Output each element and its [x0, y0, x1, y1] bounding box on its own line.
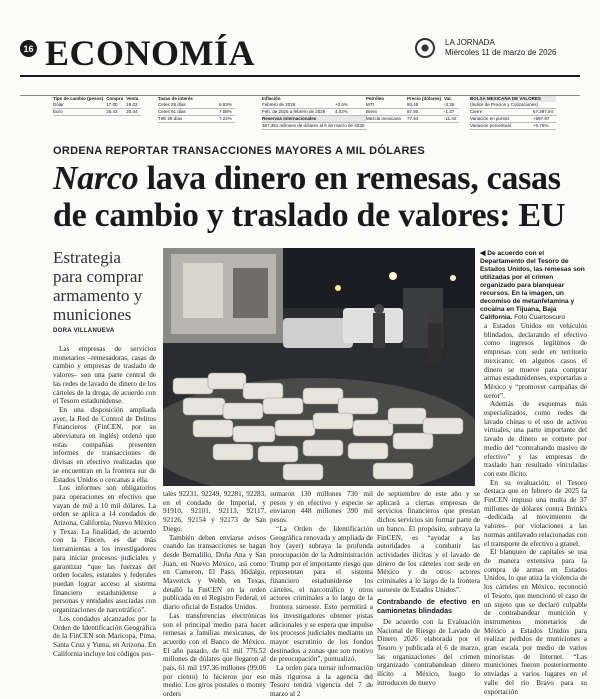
kicker: ORDENA REPORTAR TRANSACCIONES MAYORES A MIL DÓLARES	[53, 145, 426, 157]
rates-table: Tasas de interés Cetes 28 días 6.93% Cetes 91 días 7.08% TIIE 28 días 7.22%	[158, 96, 235, 123]
seizure-photo	[163, 248, 475, 486]
deck: Estrategia para comprar armamento y municiones	[53, 248, 144, 324]
issue-date: Miércoles 11 de marzo de 2026	[445, 48, 557, 57]
inflation-table: Inflación Febrero de 2026 +0.5% Feb. de 2025 a febrero de 2026 4.02% Reservas internacionales 357,351 millones de dólares al 6 de marzo de 2026	[262, 96, 367, 130]
headline: Narco lava dinero en remesas, casas de cambio y traslado de valores: EU	[53, 160, 566, 234]
oil-table: Petróleo Precio (dólares) Var. WTI 93.45 -3.36 Brent 87.80 -1.37 Mezcla mexicana 77.94 -11.42	[366, 96, 459, 123]
section-title: ECONOMÍA	[45, 33, 255, 73]
paper-name: LA JORNADA	[445, 38, 495, 47]
body-column-2: tales 92231, 92249, 92281, 92283, en el condado de Imperial, y 91910, 92101, 92113, 92117, 92126, 92154 y 92173 de San Diego. También deben enviarse avisos cuando las transacciones se hagan desde Bernalillo, Doña Ana y San Juan, en Nuevo México, así como en Cameron, El Paso, Hidalgo, Maverick y Webb, en Texas, detalló la FinCEN en la orden publicada en el Registro Federal, el diario oficial de Estados Unidos. Las transferencias electrónicas son el principal medio para hacer remesas a familias mexicanas, de acuerdo con el Banco de México. El año pasado, de 61 mil 776.52 millones de dólares que llegaron al país, 61 mil 197.36 millones (99.06 por ciento) lo hicieron por ese medio. Los giros postales o money orders	[163, 490, 266, 699]
byline: DORA VILLANUEVA	[53, 328, 115, 334]
fx-table: Tipo de cambio (pesos) Compra Venta Dólar 17.00 18.02 Euro 20.43 20.44	[53, 96, 141, 116]
caption-arrow-icon: ◀	[480, 250, 486, 257]
subhead: Contrabando de efectivo en camionetas blindadas	[377, 597, 480, 616]
bmv-table: BOLSA MEXICANA DE VALORES (Índice de Precios y Cotizaciones) Cierre 67,397.94 Variación en puntos +597.97 Variación porcentual +0.76%	[470, 96, 556, 130]
body-column-4: de septiembre de este año y se aplicará a ciertas empresas de servicios financieros que prestan dichos servicios sin formar parte de un banco. El propósito, subraya la FinCEN, es “ayudar a las autoridades a combatir las actividades ilícitas y el lavado de dinero de los cárteles con sede en México y de otros actores criminales a lo largo de la frontera suroeste de Estados Unidos”. Contrabando de efectivo en camionetas blindadas De acuerdo con la Evaluación Nacional de Riesgo de Lavado de Dinero 2026 elaborada por el Tesoro y publicada el 6 de marzo, las organizaciones del crimen organizado contrabandean dinero ilícito a México, luego lo introducen de nuevo	[377, 490, 480, 687]
body-column-1: Las empresas de servicios monetarios –remesadoras, casas de cambio y empresas de traslado de valores– son una parte central de las redes de lavado de dinero de los cárteles de la droga, de acuerdo con el Tesoro estadunidense. En una disposición ampliada ayer, la Red de Control de Delitos Financieros (FinCEN, por su abreviatura en inglés) ordenó que estas compañías presenten informes de transacciones de divisas en efectivo realizadas que se encuentran en la frontera sur de Estados Unidos o cercanas a ella. Los informes son obligatorios para operaciones en efectivo que vayan de mil a 10 mil dólares. La orden se aplica a 14 condados de Arizona, California, Nuevo México y Texas. La finalidad, de acuerdo con la Fincen, es dar más herramientas a los investigadores para iniciar procesos judiciales y garantizar “que las fuerzas del orden locales, estatales y federales puedan lograr acceso al sistema financiero estadunidense a personas y entidades asociadas con organizaciones de narcotráfico”. Los condados alcanzados por la Orden de Identificación Geográfica de la FinCEN son Maricopa, Pima, Santa Cruz y Yuma, en Arizona. En California incluye los códigos pos-	[53, 345, 156, 658]
page-number: 16	[20, 40, 37, 57]
photo-credit: Foto Cuartoscuro	[514, 314, 566, 321]
body-column-3: sumaron 130 millones 730 mil pesos y en efectivo y especie se enviaron 448 millones 390 mil pesos. “La Orden de Identificación Geográfica renovada y ampliada de hoy (ayer) subraya la profunda preocupación de la Administración Trump por el importante riesgo que representan para el sistema financiero estadunidense los cárteles, el narcotráfico y otros actores criminales a lo largo de la frontera suroeste. Esto permitirá a los investigadores obtener pistas adicionales y se espera que impulse los procesos judiciales mediante un mayor escrutinio de los fondos destinados a zonas que son motivo de preocupación”, puntualizó. La orden para turnar información más rigurosa a la agencia del Tesoro tendrá vigencia del 7 de marzo al 2	[270, 490, 373, 699]
newspaper-logo-icon	[415, 38, 435, 58]
header-rule	[20, 75, 580, 77]
body-column-5: a Estados Unidos en vehículos blindados, declarando el efectivo como ingresos legítimos de empresas con sede en territorio mexicano; en algunos casos el dinero se mueve para comprar armas estadunidenses, exportarlas a México y “promover campañas de terror”. Además de esquemas más especializados, como redes de lavado chinas o el uso de activos virtuales, una parte importante del lavado de dinero se comete por medio del “contrabando masivo de efectivo” y las empresas de traslado han resultado vinculadas con este ilícito. En su evaluación, el Tesoro destaca que en febrero de 2025 la FinCEN impuso una multa de 37 millones de dólares contra Brink's –dedicada al movimiento de valores– por violaciones a las normas antilavado relacionadas con el transporte de efectivo a granel. El blanqueo de capitales se usa de manera extensiva para la compra de armas en Estados Unidos, lo que atiza la violencia de los cárteles en México, reconoció el Tesoro, que mencionó el caso de un sujeto que se declaró culpable de contrabandear munición y instrumentos monetarios de México a Estados Unidos para realizar pedidos de municiones a gran escala por medio de varios minoristas de Internet. “Las municiones fueron posteriormente enviadas a varios lugares en el valle del río Bravo para su exportación	[484, 322, 587, 696]
photo-caption: ◀ De acuerdo con el Departamento del Tesoro de Estados Unidos, las remesas son utilizadas por el crimen organizado para blanquear recursos. En la imagen, un decomiso de metanfetamina y cocaína en Tijuana, Baja California. Foto Cuartoscuro	[480, 250, 585, 321]
masthead	[445, 38, 556, 58]
